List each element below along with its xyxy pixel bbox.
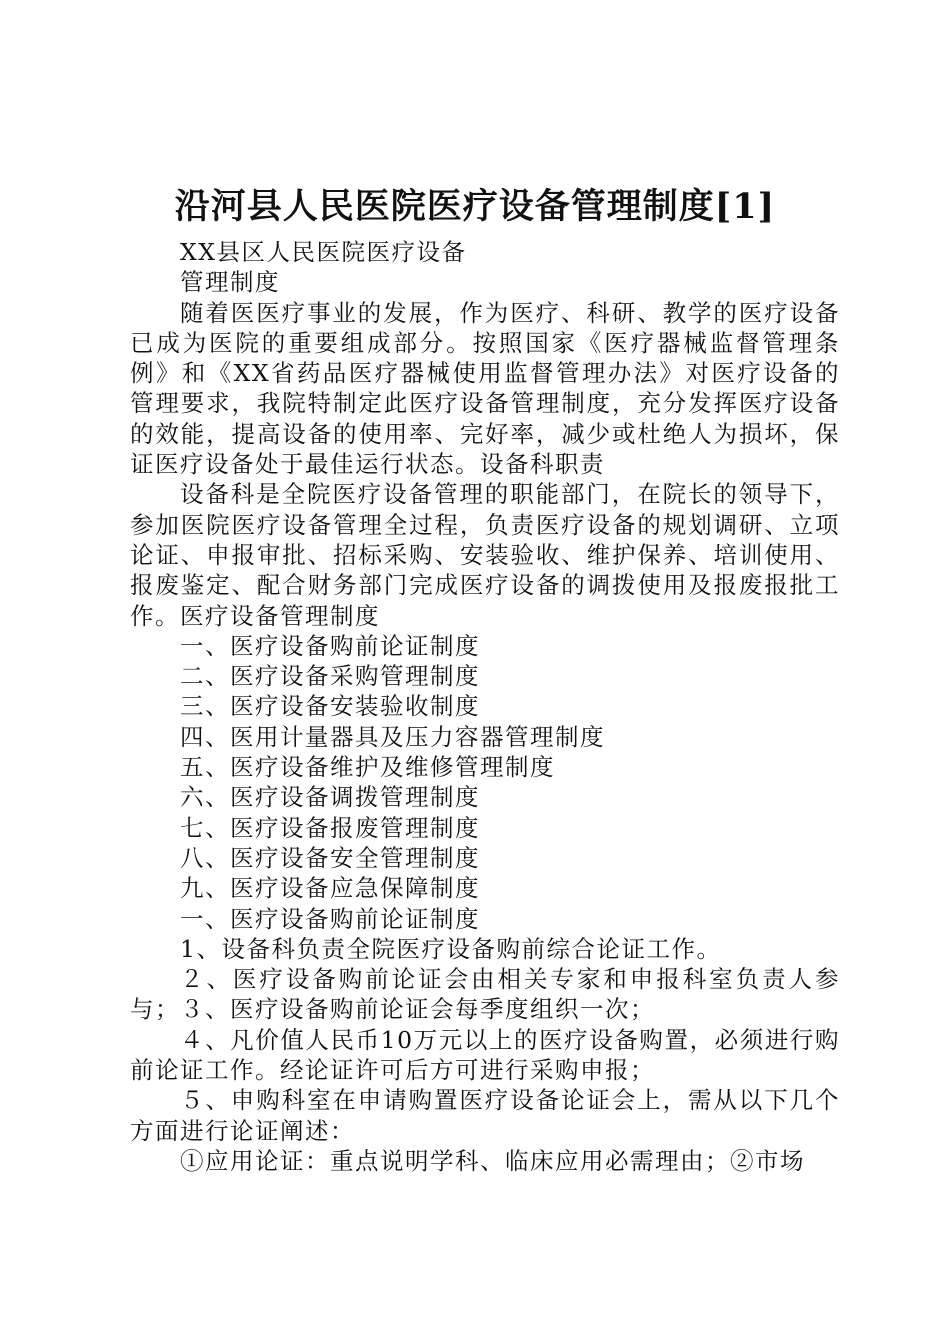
clause-paragraph: ４、凡价值人民币10万元以上的医疗设备购置，必须进行购前论证工作。经论证许可后方可进行采购申报； xyxy=(130,1025,840,1085)
subtitle-line-1: XX县区人民医院医疗设备 xyxy=(180,238,467,266)
rule-list-item: 一、医疗设备购前论证制度 xyxy=(180,631,480,660)
rule-list-item: 五、医疗设备维护及维修管理制度 xyxy=(180,753,555,782)
rule-list-item: 四、医用计量器具及压力容器管理制度 xyxy=(180,722,605,751)
clause-paragraph: ２、医疗设备购前论证会由相关专家和申报科室负责人参与；３、医疗设备购前论证会每季度组织一次； xyxy=(130,965,840,1024)
document-body xyxy=(130,237,840,1176)
subtitle-line-2: 管理制度 xyxy=(180,268,280,297)
clause-paragraph: ５、申购科室在申请购置医疗设备论证会上，需从以下几个方面进行论证阐述： xyxy=(130,1086,840,1145)
rule-list-item: 三、医疗设备安装验收制度 xyxy=(180,692,480,721)
rule-list-item: 六、医疗设备调拨管理制度 xyxy=(180,783,480,812)
intro-paragraph: 随着医医疗事业的发展，作为医疗、科研、教学的医疗设备已成为医院的重要组成部分。按照国家《医疗器械监督管理条例》和《XX省药品医疗器械使用监督管理办法》对医疗设备的管理要求，我院特制定此医疗设备管理制度，充分发挥医疗设备的效能，提高设备的使用率、完好率，减少或杜绝人为损坏，保证医疗设备处于最佳运行状态。设备科职责 xyxy=(130,298,840,479)
section-heading: 一、医疗设备购前论证制度 xyxy=(180,904,480,933)
rule-list-item: 九、医疗设备应急保障制度 xyxy=(180,874,480,903)
rule-list-item: 八、医疗设备安全管理制度 xyxy=(180,843,480,872)
clause-paragraph: 1、设备科负责全院医疗设备购前综合论证工作。 xyxy=(180,934,722,963)
document-title: 沿河县人民医院医疗设备管理制度[1] xyxy=(174,186,776,227)
rule-list-item: 七、医疗设备报废管理制度 xyxy=(180,813,480,842)
rule-list-item: 二、医疗设备采购管理制度 xyxy=(180,662,480,691)
department-duty-paragraph: 设备科是全院医疗设备管理的职能部门，在院长的领导下，参加医院医疗设备管理全过程，负责医疗设备的规划调研、立项论证、申报审批、招标采购、安装验收、维护保养、培训使用、报废鉴定、配合财务部门完成医疗设备的调拨使用及报废报批工作。医疗设备管理制度 xyxy=(130,480,840,630)
clause-paragraph: ①应用论证：重点说明学科、临床应用必需理由；②市场 xyxy=(180,1146,805,1175)
